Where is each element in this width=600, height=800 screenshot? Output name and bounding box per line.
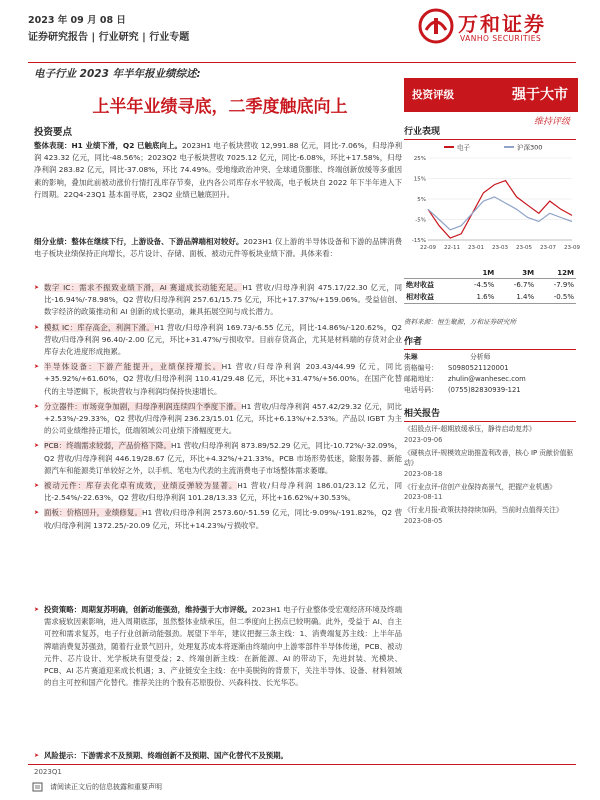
- company-logo: [418, 8, 578, 48]
- related-reports: [404, 424, 576, 529]
- bullet-text: H1 营收/归母净利润 475.17/22.30 亿元，同比-16.94%/-78.98%，Q2 营收/归母净利润 257.61/15.75 亿元，环比+17.37%/+159.06%。受益信创、数字经济的政策推动和 AI 创新的成长驱动，兼具拓展空间与成长潜力。: [44, 283, 402, 317]
- report-date: 2023 年 09 月 08 日: [28, 15, 126, 26]
- rating-box: [404, 78, 578, 112]
- summary-paragraph: [34, 140, 402, 201]
- list-item: [34, 750, 402, 762]
- legend-label: 沪深300: [517, 143, 543, 152]
- bullet-lead: 半导体设备：下游产能提升，业绩保持增长。: [44, 362, 222, 372]
- strategy-paragraph: [34, 604, 402, 689]
- risk-lead: 风险提示：: [44, 751, 81, 760]
- rating-value: 强于大市: [512, 87, 568, 103]
- bullet-lead: PCB：终端需求较弱，产品价格下降。: [44, 441, 171, 451]
- author-row: [404, 363, 576, 374]
- table-header: 3M: [522, 269, 535, 277]
- x-tick-label: 22-09: [420, 245, 436, 251]
- bullet-text: H1 营收/归母净利润 203.43/44.99 亿元，同比+35.92%/+61.60%，Q2 营收/归母净利润 110.41/29.48 亿元，环比+31.47%/+56.00%。在国产化替代的主导逻辑下，板块营收与净利润均保持快速增长。: [44, 362, 402, 396]
- list-item: [34, 480, 402, 504]
- author-title: 作者: [404, 334, 576, 350]
- bullet-lead: 分立器件：市场竞争加剧，归母净利润连续四个季度下滑。: [44, 401, 242, 411]
- footer-divider: [28, 764, 576, 765]
- author-key: 资格编号：: [404, 364, 438, 372]
- table-header: [404, 268, 456, 279]
- report-title: 上半年业绩寻底，二季度触底向上: [92, 97, 348, 117]
- y-tick-label: 25%: [413, 156, 426, 162]
- related-title: 相关报告: [404, 406, 576, 422]
- performance-chart: [404, 140, 580, 258]
- related-report[interactable]: [404, 482, 576, 503]
- risk-paragraph: [34, 750, 402, 762]
- cell-value: 1.4%: [516, 293, 535, 301]
- rating-label: 投资评级: [412, 89, 454, 101]
- segments-paragraph: [34, 236, 402, 260]
- header-divider: [28, 62, 576, 63]
- cell-value: -6.7%: [513, 281, 535, 289]
- list-item: [34, 361, 402, 398]
- bullet-text: H1 营收/归母净利润 2573.60/-51.59 亿元，同比-9.09%/-191.82%，Q2 营收/归母净利润 1372.25/-20.09 亿元，环比+14.23%/亏损收窄。: [44, 508, 402, 530]
- row-label: 绝对收益: [406, 281, 434, 289]
- author-value: S0980521120001: [448, 364, 509, 372]
- x-tick-label: 23-03: [492, 245, 508, 251]
- list-item: [34, 282, 402, 319]
- bullet-lead: 被动元件：库存去化卓有成效，业绩反弹较为显著。: [44, 481, 238, 491]
- summary-text: 2023H1 电子板块营收 12,991.88 亿元，同比-7.06%，归母净利润 423.32 亿元，同比-48.56%；2023Q2 电子板块营收 7025.12 亿元，同比-6.08%，环比+17.58%，归母净利润 283.82 亿元，同比-37.08%，环比 74.49%。受地缘政治冲突、全球通货膨胀、终端创新放缓等多重因素的影响，叠加此前被动涨价行情打乱库存节奏，业内各公司库存水平较高，电子板块自 2022 年下半年进入下行周期。22Q4-23Q1 基本面寻底，23Q2 业绩已触底回升。: [34, 141, 402, 199]
- y-tick-label: -15%: [411, 238, 426, 244]
- list-item: [34, 604, 402, 689]
- row-label: 相对收益: [406, 293, 434, 301]
- cell-value: 1.6%: [476, 293, 495, 301]
- bullet-text: H1 营收/归母净利润 873.89/52.29 亿元，同比-10.72%/-32.09%，Q2 营收/归母净利润 446.19/28.67 亿元，环比+4.32%/+21.33%。PCB 市场形势低迷，除服务器、新能源汽车和能源类订单较好之外，以手机、笔电为代表的主流消费电子市场整体需求萎靡。: [44, 441, 402, 475]
- logo-english: VANHO SECURITIES: [460, 34, 542, 43]
- related-report[interactable]: [404, 448, 576, 479]
- perf-title: 行业表现: [404, 124, 576, 140]
- cell-value: -4.5%: [473, 281, 495, 289]
- x-tick-label: 22-11: [444, 245, 460, 251]
- author-key: 邮箱地址：: [404, 375, 438, 383]
- bullet-text: H1 营收/归母净利润 457.42/29.32 亿元，同比+2.53%/-29.33%，Q2 营收/归母净利润 236.23/15.01 亿元，环比+6.13%/+2.53%。产品以 IGBT 为主的公司业绩维持正增长，低端领域公司业绩下滑幅度更大。: [44, 401, 402, 436]
- logo-text: 万和证券: [458, 12, 546, 36]
- table-header-row: [404, 268, 576, 279]
- related-report-date: 2023-08-11: [404, 493, 443, 501]
- segments-lead: 细分业绩：整体在继续下行，上游设备、下游品牌端相对较好。: [34, 237, 244, 246]
- performance-table: [404, 268, 576, 304]
- x-tick-label: 23-05: [516, 245, 532, 251]
- author-key: 朱琳: [404, 353, 418, 361]
- bullet-lead: 面板：价格回升，业绩修复。: [44, 508, 142, 518]
- list-item: [34, 401, 402, 438]
- related-report[interactable]: [404, 505, 576, 526]
- table-row: [404, 291, 576, 304]
- section-title: 投资要点: [34, 127, 73, 138]
- cell-value: -7.9%: [553, 281, 574, 289]
- related-report-title: 《硬核点评-规模效应助推盈利改善，核心 IP 贡献价值驱动》: [404, 448, 574, 467]
- related-report-date: 2023-08-05: [404, 516, 443, 525]
- table-header: 1M: [482, 269, 495, 277]
- list-item: [34, 322, 402, 359]
- related-report-title: 《行业点评-信创产业保持高景气，把握产业机遇》: [404, 482, 556, 491]
- document-icon: [32, 782, 44, 792]
- bullet-lead: 数字 IC：需求不振致业绩下滑，AI 赛道成长动能充足。: [44, 283, 243, 292]
- rating-status: 维持评级: [533, 117, 570, 127]
- related-report[interactable]: [404, 424, 576, 445]
- segment-bullets: [34, 282, 402, 535]
- strategy-lead: 投资策略：周期复苏明确，创新动能强劲，维持强于大市评级。: [44, 605, 252, 614]
- x-tick-label: 23-01: [468, 245, 484, 251]
- bullet-text: H1 营收/归母净利润 186.01/23.12 亿元，同比-2.54%/-22.63%，Q2 营收/归母净利润 101.28/13.33 亿元，环比+16.62%/+30.53%。: [44, 481, 402, 503]
- bullet-text: H1 营收/归母净利润 169.73/-6.55 亿元，同比-14.86%/-120.62%，Q2 营收/归母净利润 96.40/-2.00 亿元，环比+31.47%/亏损收窄。目前存货高企，尤其是材料端的存货对企业库存去化进度形成拖累。: [44, 322, 402, 357]
- author-key: 电话号码：: [404, 386, 438, 394]
- strategy-text: 2023H1 电子行业整体受宏观经济环境及终端需求疲软因素影响，进入周期底部，虽然整体业绩承压，但二季度向上拐点已较明确。此外，受益于 AI、自主可控和需求复苏，电子行业创新动能强劲。展望下半年，建议把握三条主线：1、消费端复苏主线：上半年品牌端消费复苏强劲，随着行业景气回升，处理复苏成本将逐渐由终端向中上游零部件半导体传递，PCB、被动元件、芯片设计、光学板块有望受益；2、终端创新主线：在新能源、AI 的带动下，先进封装、光模块、PCB、AI 芯片赛道迎来成长机遇；3、产业链安全主线：在中美脱钩的背景下，关注半导体、设备、材料领域的自主可控和国产化替代。推荐关注的个股有芯原股份、兴森科技、长光华芯。: [44, 605, 402, 688]
- author-value: 分析师: [470, 353, 491, 361]
- author-email[interactable]: zhulin@wanhesec.com: [448, 375, 526, 383]
- list-item: [34, 507, 402, 531]
- table-header: 12M: [557, 269, 574, 277]
- bullet-lead: 模拟 IC：库存高企，利润下滑。: [44, 322, 155, 332]
- author-row: [404, 374, 576, 385]
- cell-value: -0.5%: [553, 293, 574, 301]
- y-tick-label: -5%: [415, 217, 426, 224]
- x-tick-label: 23-07: [540, 245, 556, 251]
- risk-text: 下游需求不及预期、终端创新不及预期、国产化替代不及预期。: [80, 751, 288, 760]
- y-tick-label: 15%: [413, 176, 426, 183]
- related-report-date: 2023-08-18: [404, 469, 443, 478]
- footer-disclaimer: 请阅读正文后的信息披露和重要声明: [50, 783, 162, 791]
- report-subject: 电子行业 2023 年半年报业绩综述:: [34, 68, 201, 80]
- chart-source: 资料来源：恒生聚源，万和证券研究所: [404, 318, 517, 326]
- author-info: [404, 352, 576, 396]
- author-row: [404, 385, 576, 396]
- summary-lead: 整体表现：H1 业绩下滑，Q2 已触底向上。: [34, 141, 182, 150]
- list-item: [34, 440, 402, 477]
- legend-label: 电子: [457, 143, 470, 152]
- related-report-title: 《行业月报-政策扶持持续加码，当前时点值得关注》: [404, 506, 563, 514]
- x-tick-label: 23-09: [564, 245, 580, 251]
- y-tick-label: 5%: [417, 197, 426, 203]
- table-row: [404, 279, 576, 292]
- report-category: 证券研究报告 | 行业研究 | 行业专题: [28, 32, 190, 43]
- segments-text: 2023H1 仅上游的半导体设备和下游的品牌消费电子板块业绩保持正向增长，芯片设计、存储、面板、被动元件等板块业绩下滑。具体来看：: [34, 237, 402, 259]
- logo-mark-icon: [418, 8, 454, 44]
- related-report-date: 2023-09-06: [404, 435, 443, 444]
- related-report-title: 《招股点评-超期放缓承压，静待启动复苏》: [404, 425, 536, 433]
- author-value: (0755)82830939-121: [448, 386, 521, 394]
- period-tag: 2023Q1: [34, 768, 62, 776]
- author-row: [404, 352, 576, 363]
